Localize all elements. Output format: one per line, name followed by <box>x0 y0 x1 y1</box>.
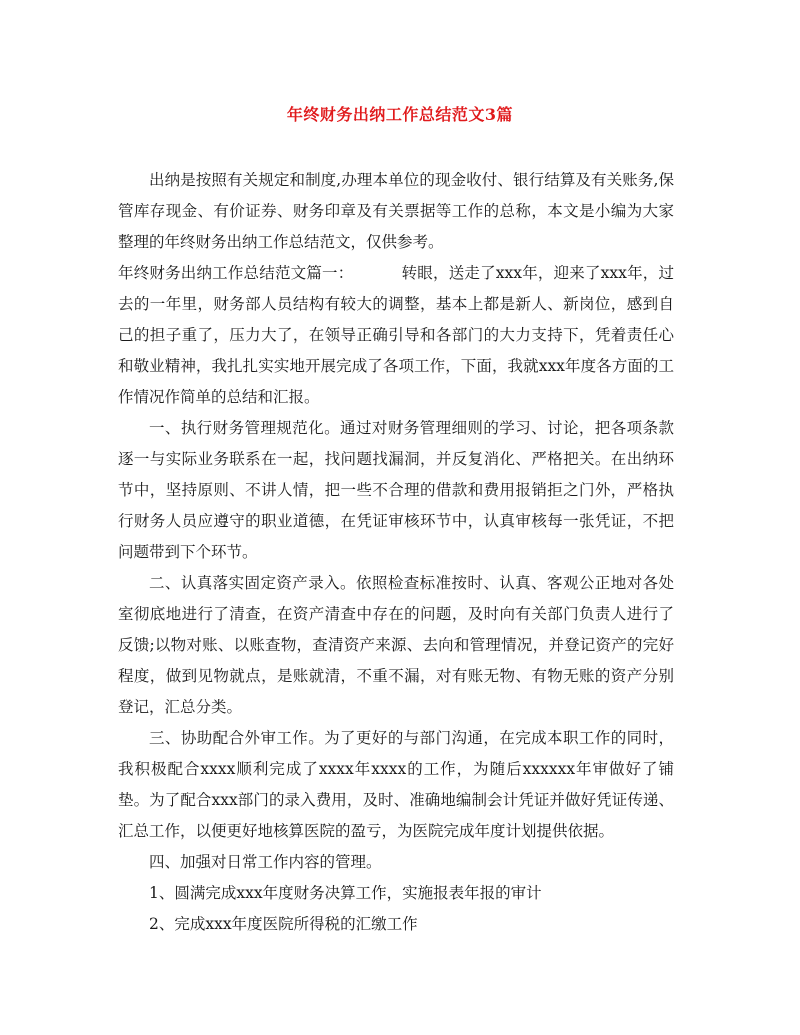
point-two-paragraph: 二、认真落实固定资产录入。依照检查标准按时、认真、客观公正地对各处室彻底地进行了清查，在资产清查中存在的问题，及时向有关部门负责人进行了反馈;以物对账、以账查物，查清资产来源、去向和管理情况，并登记资产的完好程度，做到见物就点，是账就清，不重不漏，对有账无物、有物无账的资产分别登记，汇总分类。 <box>118 574 674 716</box>
list-item: 1、圆满完成xxx年度财务决算工作，实施报表年报的审计 <box>149 884 542 902</box>
section-heading: 年终财务出纳工作总结范文篇一： <box>118 264 354 282</box>
document-title: 年终财务出纳工作总结范文3篇 <box>286 105 514 124</box>
point-three-paragraph: 三、协助配合外审工作。为了更好的与部门沟通，在完成本职工作的同时，我积极配合xxxx顺利完成了xxxx年xxxx的工作，为随后xxxxxx年审做好了铺垫。为了配合xxx部门的录入费用，及时、准确地编制会计凭证并做好凭证传递、汇总工作，以便更好地核算医院的盈亏，为医院完成年度计划提供依据。 <box>118 729 674 840</box>
point-one-paragraph: 一、执行财务管理规范化。通过对财务管理细则的学习、讨论，把各项条款逐一与实际业务联系在一起，找问题找漏洞，并反复消化、严格把关。在出纳环节中，坚持原则、不讲人情，把一些不合理的借款和费用报销拒之门外，严格执行财务人员应遵守的职业道德，在凭证审核环节中，认真审核每一张凭证，不把问题带到下个环节。 <box>118 419 674 561</box>
list-item: 2、完成xxx年度医院所得税的汇缴工作 <box>149 915 418 933</box>
point-four-paragraph: 四、加强对日常工作内容的管理。 <box>149 853 382 871</box>
section-one-paragraph <box>118 258 674 413</box>
section-opening-text: 转眼，送走了xxx年，迎来了xxx年，过去的一年里，财务部人员结构有较大的调整，基本上都是新人、新岗位，感到自己的担子重了，压力大了，在领导正确引导和各部门的大力支持下，凭着责任心和敬业精神，我扎扎实实地开展完成了各项工作，下面，我就xxx年度各方面的工作情况作简单的总结和汇报。 <box>118 264 674 406</box>
document-body <box>118 165 674 940</box>
intro-paragraph: 出纳是按照有关规定和制度,办理本单位的现金收付、银行结算及有关账务,保管库存现金、有价证券、财务印章及有关票据等工作的总称，本文是小编为大家整理的年终财务出纳工作总结范文，仅供参考。 <box>118 171 674 251</box>
